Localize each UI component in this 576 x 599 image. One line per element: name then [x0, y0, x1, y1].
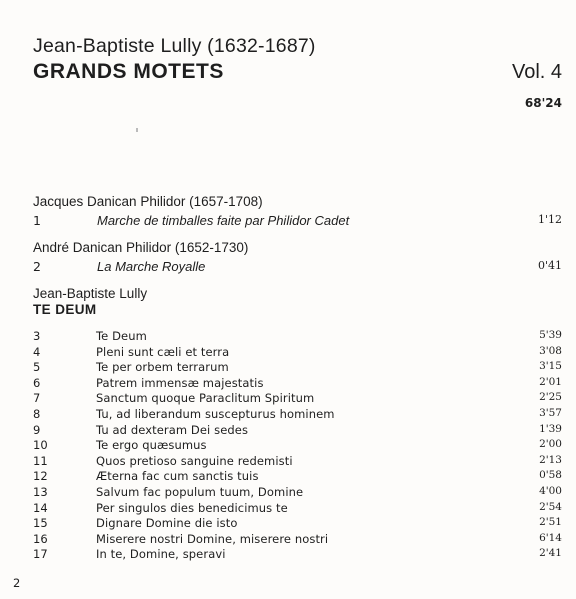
track-title: Tu ad dexteram Dei sedes — [96, 422, 249, 437]
track-list — [33, 329, 562, 563]
track-title: La Marche Royalle — [97, 259, 206, 274]
track-title: Te per orbem terrarum — [96, 360, 229, 375]
track-duration: 0'41 — [537, 259, 562, 272]
track-title: Te Deum — [96, 329, 147, 343]
track-title: Sanctum quoque Paraclitum Spiritum — [96, 391, 315, 406]
page-number: 2 — [13, 576, 21, 590]
track-number: 2 — [33, 259, 41, 274]
track-row — [33, 485, 562, 501]
track-number: 9 — [33, 422, 41, 437]
track-duration: 2'13 — [539, 453, 562, 466]
track-duration: 4'00 — [539, 484, 562, 497]
track-number: 14 — [33, 500, 48, 515]
track-title: In te, Domine, speravi — [96, 547, 226, 562]
print-speck — [136, 128, 138, 132]
track-row — [33, 407, 562, 423]
track-number: 11 — [33, 453, 48, 468]
track-row — [33, 329, 562, 345]
track-duration: 0'58 — [539, 469, 562, 482]
track-duration: 2'25 — [539, 391, 562, 404]
track-row — [33, 469, 562, 485]
composer-title: Jean-Baptiste Lully (1632-1687) — [33, 35, 316, 57]
track-row — [33, 360, 562, 376]
track-row — [33, 213, 562, 229]
track-title: Tu, ad liberandum suscepturus hominem — [96, 406, 335, 421]
track-duration: 2'51 — [539, 516, 562, 529]
track-duration: 2'01 — [539, 375, 562, 388]
track-title: Patrem immensæ majestatis — [96, 375, 264, 390]
track-title: Miserere nostri Domine, miserere nostri — [96, 531, 329, 546]
track-duration: 3'57 — [539, 406, 562, 419]
track-duration: 2'00 — [539, 438, 562, 451]
track-title: Per singulos dies benedicimus te — [96, 500, 288, 515]
track-number: 5 — [33, 360, 41, 375]
track-row — [33, 501, 562, 517]
track-title: Te ergo quæsumus — [96, 438, 207, 453]
composer-heading-lully: Jean-Baptiste Lully — [33, 286, 148, 301]
track-number: 3 — [33, 329, 41, 343]
track-title: Salvum fac populum tuum, Domine — [96, 484, 304, 499]
track-title: Quos pretioso sanguine redemisti — [96, 453, 293, 468]
track-title: Dignare Domine die isto — [96, 516, 238, 531]
track-number: 10 — [33, 438, 48, 453]
track-row — [33, 345, 562, 361]
track-number: 1 — [33, 213, 41, 228]
track-row — [33, 438, 562, 454]
track-row — [33, 423, 562, 439]
track-number: 13 — [33, 484, 48, 499]
track-number: 16 — [33, 531, 48, 546]
track-number: 17 — [33, 547, 48, 562]
volume-label: Vol. 4 — [511, 61, 562, 83]
track-number: 12 — [33, 469, 48, 484]
track-number: 8 — [33, 406, 41, 421]
composer-heading-jacques-philidor: Jacques Danican Philidor (1657-1708) — [33, 194, 263, 209]
track-duration: 6'14 — [539, 531, 562, 544]
total-duration: 68'24 — [524, 96, 562, 110]
track-duration: 3'15 — [539, 360, 562, 373]
track-duration: 3'08 — [539, 344, 562, 357]
track-title: Pleni sunt cæli et terra — [96, 344, 230, 359]
work-title: GRANDS MOTETS — [33, 60, 224, 83]
track-row — [33, 454, 562, 470]
track-row — [33, 391, 562, 407]
track-title: Marche de timballes faite par Philidor Cadet — [97, 213, 350, 228]
track-duration: 2'54 — [539, 500, 562, 513]
track-duration: 1'39 — [539, 422, 562, 435]
track-row — [33, 259, 562, 275]
track-row — [33, 547, 562, 563]
track-row — [33, 532, 562, 548]
track-number: 4 — [33, 344, 41, 359]
track-row — [33, 376, 562, 392]
track-number: 15 — [33, 516, 48, 531]
track-duration: 2'41 — [539, 547, 562, 560]
work-heading-te-deum: TE DEUM — [33, 302, 97, 317]
track-duration: 5'39 — [539, 329, 562, 341]
track-number: 7 — [33, 391, 41, 406]
track-duration: 1'12 — [537, 213, 562, 226]
track-number: 6 — [33, 375, 41, 390]
track-title: Æterna fac cum sanctis tuis — [96, 469, 259, 484]
composer-heading-andre-philidor: André Danican Philidor (1652-1730) — [33, 240, 249, 255]
track-row — [33, 516, 562, 532]
